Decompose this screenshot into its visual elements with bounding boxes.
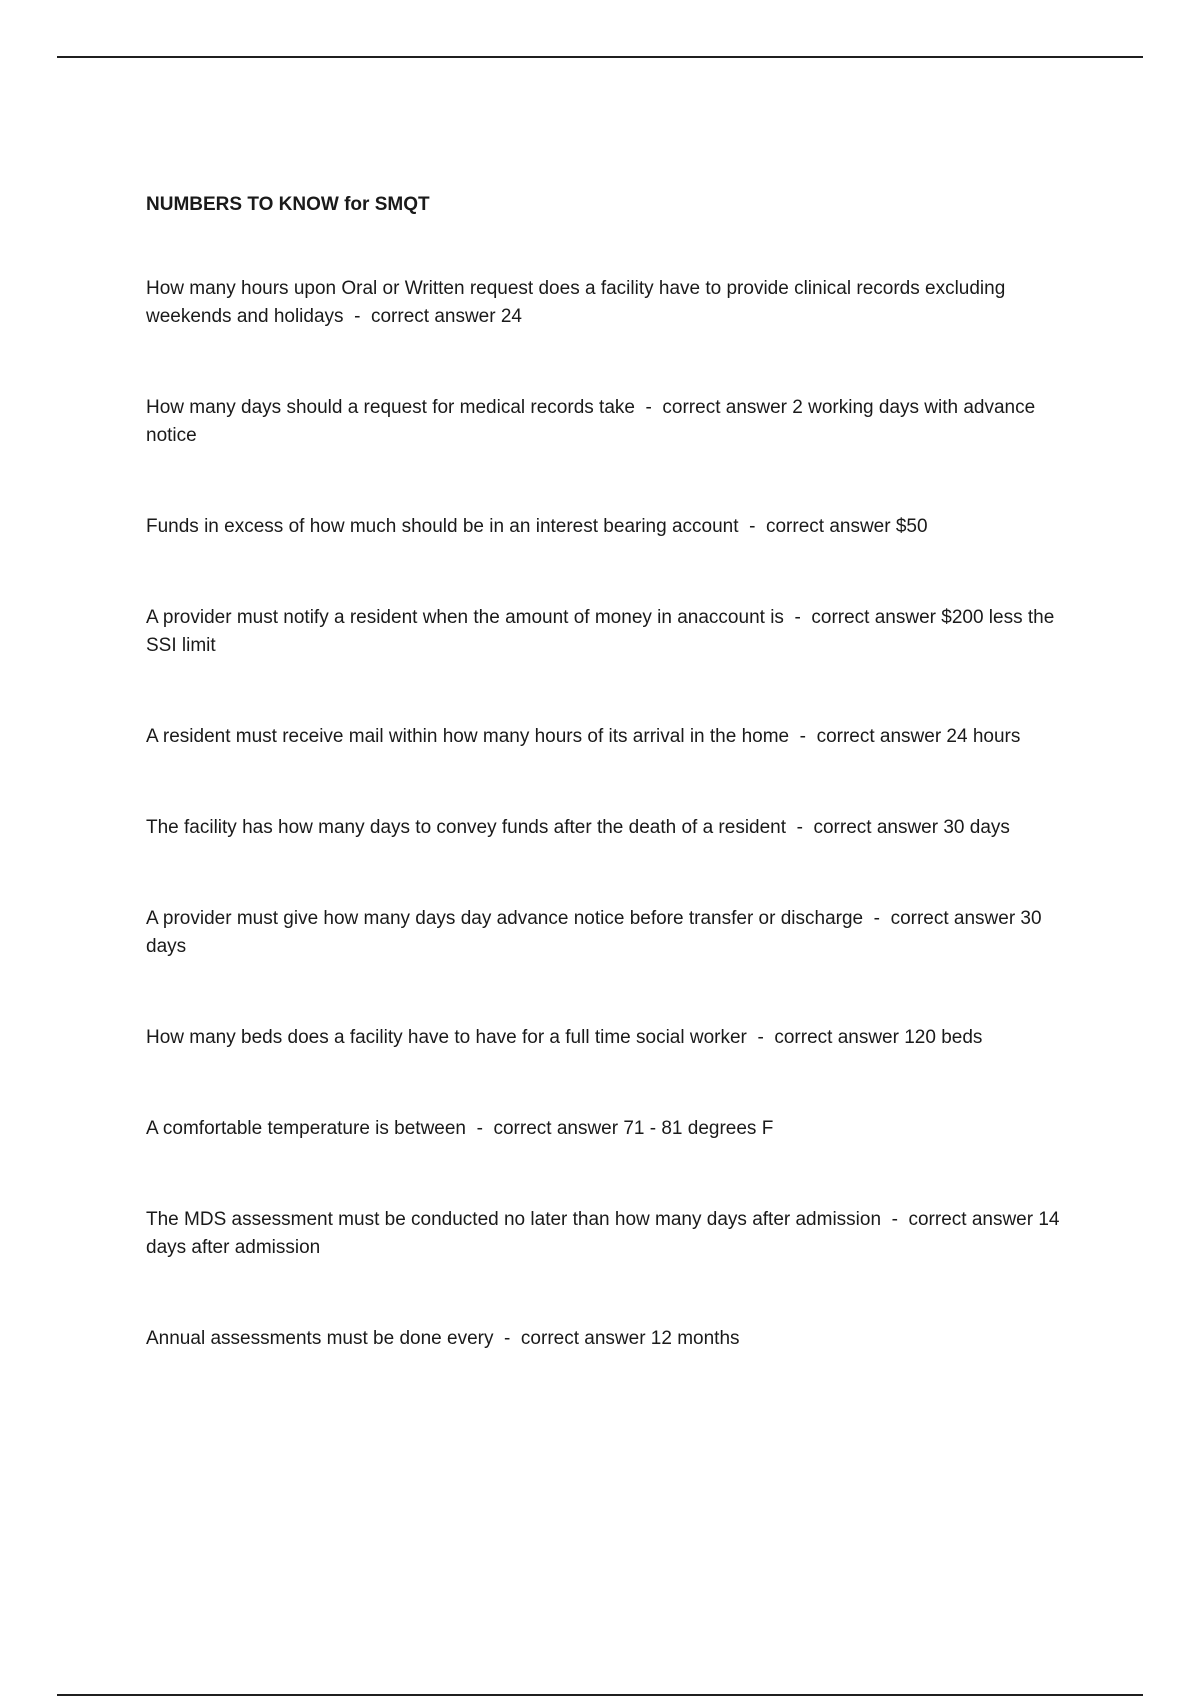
qa-separator: - [466, 1118, 494, 1139]
qa-separator: - [786, 817, 814, 838]
question-text: The facility has how many days to convey funds after the death of a resident [146, 817, 787, 838]
answer-text: correct answer 30 days [813, 817, 1010, 838]
top-rule [57, 56, 1143, 58]
qa-separator: - [738, 516, 766, 537]
qa-item [146, 1024, 1086, 1052]
question-text: How many days should a request for medical records take [146, 397, 635, 418]
answer-text: correct answer 14 days after admission [146, 1209, 1060, 1258]
qa-item [146, 1115, 1086, 1143]
qa-item [146, 275, 1086, 331]
qa-list [146, 275, 1086, 1353]
answer-text: correct answer $50 [765, 516, 928, 537]
answer-text: correct answer 24 [370, 306, 522, 327]
qa-item [146, 394, 1086, 450]
qa-item [146, 1206, 1086, 1262]
answer-text: correct answer 120 beds [774, 1027, 983, 1048]
question-text: A provider must give how many days day advance notice before transfer or discharge [146, 908, 864, 929]
answer-text: correct answer 71 - 81 degrees F [493, 1118, 774, 1139]
question-text: A resident must receive mail within how many hours of its arrival in the home [146, 726, 790, 747]
answer-text: correct answer 12 months [520, 1328, 740, 1349]
qa-item [146, 905, 1086, 961]
question-text: A comfortable temperature is between [146, 1118, 467, 1139]
qa-item [146, 604, 1086, 660]
qa-item [146, 1325, 1086, 1353]
question-text: The MDS assessment must be conducted no later than how many days after admission [146, 1209, 882, 1230]
question-text: A provider must notify a resident when the amount of money in anaccount is [146, 607, 784, 628]
question-text: How many beds does a facility have to have for a full time social worker [146, 1027, 747, 1048]
qa-item [146, 723, 1086, 751]
qa-separator: - [789, 726, 817, 747]
qa-separator: - [863, 908, 891, 929]
answer-text: correct answer 2 working days with advance notice [146, 397, 1036, 446]
qa-item [146, 513, 1086, 541]
qa-separator: - [881, 1209, 909, 1230]
answer-text: correct answer 30 days [146, 908, 1042, 957]
qa-separator: - [343, 306, 371, 327]
qa-item [146, 814, 1086, 842]
qa-separator: - [634, 397, 663, 418]
qa-separator: - [493, 1328, 521, 1349]
document-title: NUMBERS TO KNOW for SMQT [146, 194, 430, 215]
answer-text: correct answer 24 hours [816, 726, 1021, 747]
answer-text: correct answer $200 less the SSI limit [146, 607, 1055, 656]
bottom-rule [57, 1694, 1143, 1696]
qa-separator: - [783, 607, 812, 628]
question-text: How many hours upon Oral or Written request does a facility have to provide clinical records excluding weekends and holidays [146, 278, 1006, 327]
document-body [146, 191, 1086, 1353]
qa-separator: - [746, 1027, 775, 1048]
question-text: Funds in excess of how much should be in an interest bearing account [146, 516, 739, 537]
question-text: Annual assessments must be done every [146, 1328, 494, 1349]
